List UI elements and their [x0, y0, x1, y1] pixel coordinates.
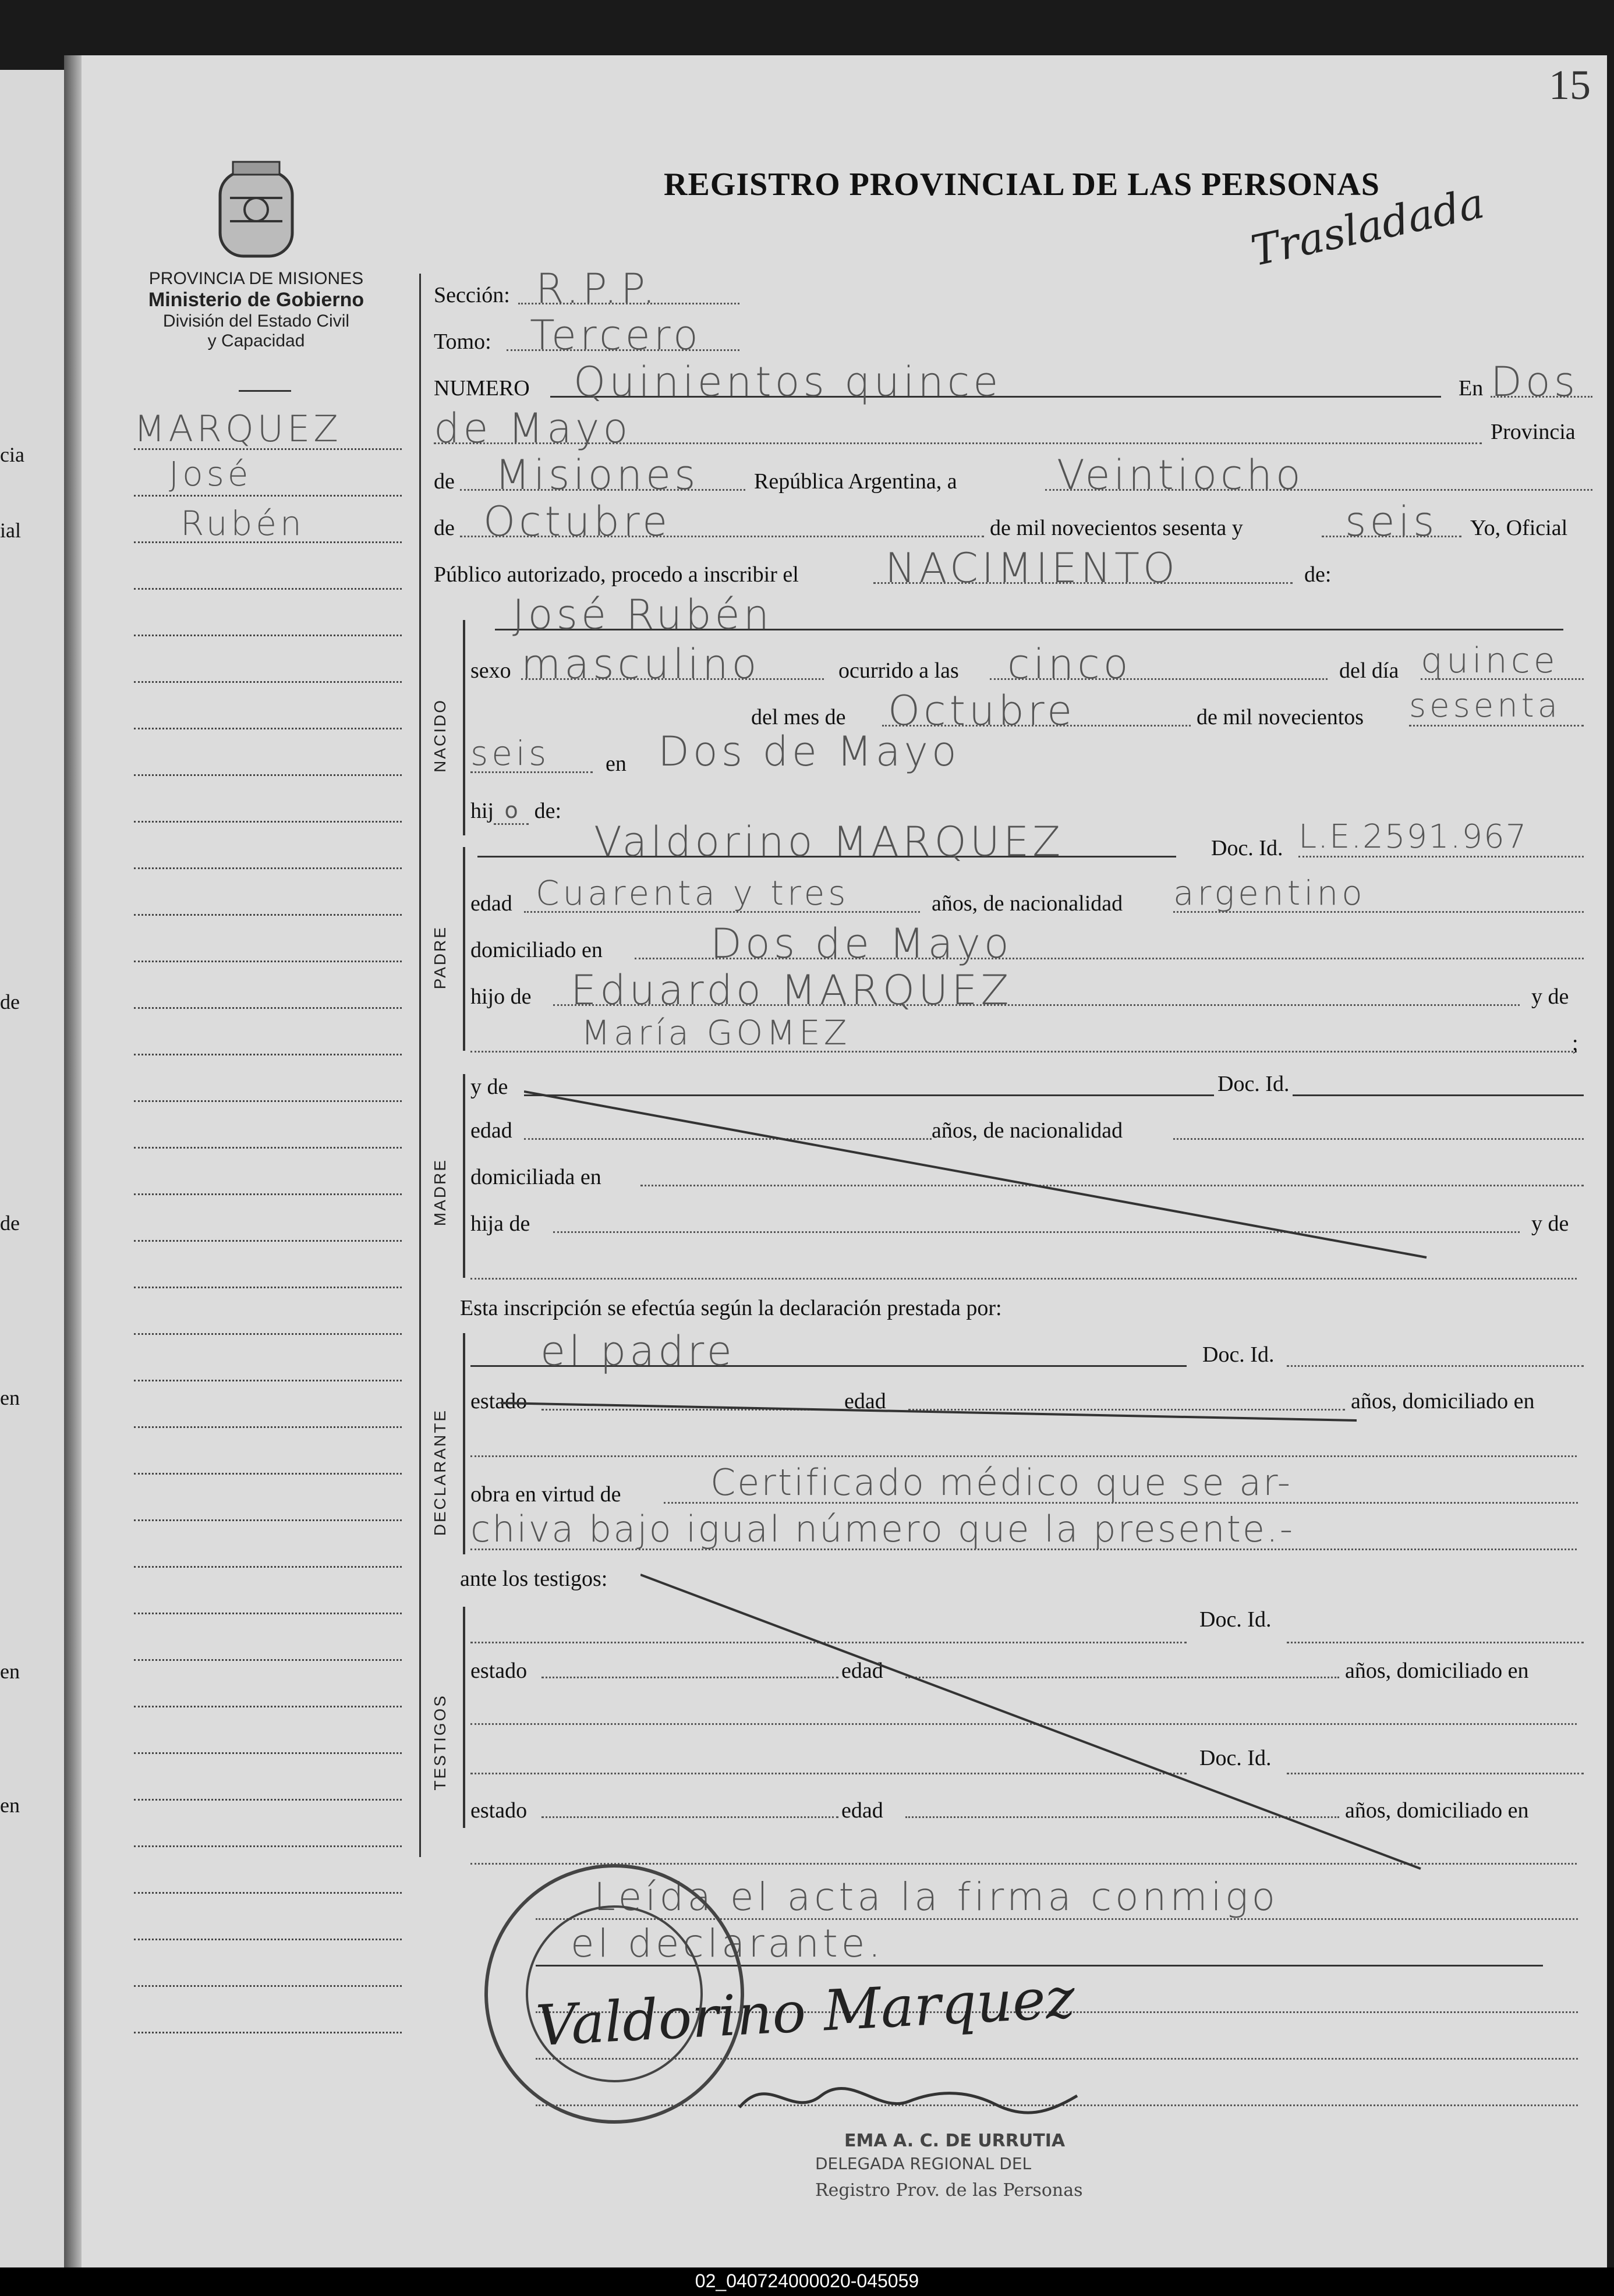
prev-page-fragment: cia: [0, 443, 24, 466]
official-signature: [734, 2061, 1083, 2131]
seccion-field: R.P.P.: [518, 265, 739, 304]
padre-semicolon: ;: [1572, 1031, 1578, 1055]
prev-page-fragment: en: [0, 1660, 20, 1683]
margin-ruled-line: [134, 1613, 402, 1614]
prev-page-fragment: de: [0, 1211, 20, 1235]
testigos-section-label: TESTIGOS: [431, 1694, 449, 1791]
testigo2-anios-label: años, domiciliado en: [1345, 1798, 1529, 1823]
testigo1-edad-label: edad: [841, 1659, 883, 1683]
province-name: PROVINCIA DE MISIONES: [148, 269, 364, 288]
en-label: En: [1459, 376, 1484, 401]
ocurrido-label: ocurrido a las: [838, 658, 959, 683]
margin-ruled-line: [134, 867, 402, 869]
margin-ruled-line: [134, 588, 402, 590]
dia-nacimiento-field: quince: [1421, 640, 1584, 680]
margin-ruled-line: [134, 1240, 402, 1242]
deldia-label: del día: [1339, 658, 1399, 683]
madre-yde-label: y de: [470, 1075, 508, 1099]
margin-rule: [419, 274, 421, 1857]
madre-bracket: [463, 1074, 465, 1278]
sexo-field: masculino: [521, 640, 824, 680]
nombre-field: José Rubén: [495, 591, 1563, 630]
closing-line-2: el declarante.: [536, 1921, 1543, 1967]
padre-section-label: PADRE: [431, 926, 449, 990]
tomo-field: Tercero: [507, 311, 739, 351]
declarante-obra-field-2: chiva bajo igual número que la presente.-: [470, 1508, 1577, 1550]
margin-ruled-line: [134, 1752, 402, 1754]
declarante-bracket: [463, 1333, 465, 1554]
madre-doc-label: Doc. Id.: [1214, 1071, 1293, 1097]
page-title: REGISTRO PROVINCIAL DE LAS PERSONAS: [664, 166, 1380, 203]
margin-ruled-line: [134, 1566, 402, 1568]
official-stamp-title: DELEGADA REGIONAL DEL: [815, 2154, 1032, 2173]
declarante-nombre-field: el padre: [470, 1327, 1187, 1367]
madre-yde2-label: y de: [1531, 1211, 1569, 1236]
registry-seal: [477, 1857, 751, 2131]
anio-nacimiento-field: sesenta: [1409, 687, 1584, 727]
publico-label: Público autorizado, procedo a inscribir el: [434, 562, 799, 587]
closing-line-1: Leída el acta la firma conmigo: [536, 1875, 1578, 1920]
margin-ruled-line: [134, 681, 402, 683]
madre-anios-label: años, de nacionalidad: [932, 1118, 1123, 1143]
prev-page-fragment: en: [0, 1794, 20, 1817]
margin-ruled-line: [134, 635, 402, 636]
prev-page-fragment: en: [0, 1386, 20, 1409]
margin-ruled-line: [134, 1007, 402, 1009]
padre-anios-label: años, de nacionalidad: [932, 891, 1123, 916]
provincia-field: Misiones: [460, 451, 745, 491]
testigo2-doc-label: Doc. Id.: [1199, 1746, 1272, 1770]
margin-second-name: Rubén: [180, 504, 305, 543]
hora-field: cinco: [990, 640, 1328, 680]
padre-hijo-label: hijo de: [470, 984, 532, 1009]
mes-field: Octubre: [460, 498, 984, 537]
margin-ruled-line: [134, 914, 402, 916]
padre-domicilio-label: domiciliado en: [470, 938, 603, 962]
padre-edad-field: Cuarenta y tres: [524, 873, 920, 913]
nacido-bracket: [463, 620, 465, 835]
padre-doc-label: Doc. Id.: [1211, 836, 1283, 860]
testigo1-anios-label: años, domiciliado en: [1345, 1659, 1529, 1683]
margin-ruled-line: [134, 1706, 402, 1707]
provincia-label: Provincia: [1491, 420, 1576, 444]
margin-ruled-line: [134, 821, 402, 823]
header-divider: [239, 390, 291, 392]
anio-nacimiento-field-2: seis: [470, 734, 593, 773]
lugar-nacimiento: Dos de Mayo: [658, 728, 960, 775]
margin-ruled-line: [134, 1473, 402, 1475]
declarante-doc-label: Doc. Id.: [1202, 1342, 1275, 1367]
testigo1-doc-label: Doc. Id.: [1199, 1607, 1272, 1632]
numero-field: Quinientos quince: [550, 358, 1441, 398]
margin-first-name: José: [169, 454, 252, 494]
previous-page-edge: [0, 70, 70, 2282]
declarante-signature: Valdorino Marquez: [534, 1965, 1077, 2059]
en-field: Dos: [1491, 358, 1592, 398]
de-colon-label: de:: [1304, 562, 1332, 587]
margin-ruled-line: [134, 1799, 402, 1801]
madre-domicilio-label: domiciliada en: [470, 1165, 601, 1189]
testigos-cancel-line: [640, 1572, 1432, 1875]
numero-label: NUMERO: [434, 376, 530, 401]
madre-cancel-line: [524, 1089, 1432, 1263]
page-number: 15: [1549, 62, 1591, 108]
prev-page-fragment: de: [0, 990, 20, 1014]
margin-ruled-line: [134, 1426, 402, 1428]
seccion-label: Sección:: [434, 283, 510, 307]
nacido-section-label: NACIDO: [431, 699, 449, 773]
dia-field: Veintiocho: [1045, 451, 1592, 491]
declarante-doc-field: [1287, 1327, 1584, 1367]
annotation-trasladada: Trasladada: [1247, 178, 1489, 276]
declarante-cancel-line: [501, 1397, 1362, 1432]
acto-field: NACIMIENTO: [873, 544, 1293, 584]
margin-ruled-line: [134, 541, 402, 543]
book-binding: [64, 55, 82, 2267]
en-nacimiento-label: en: [606, 752, 627, 776]
sexo-label: sexo: [470, 658, 511, 683]
declarante-estado-label: estado: [470, 1389, 528, 1413]
margin-ruled-line: [134, 1100, 402, 1102]
declarante-anios-label: años, domiciliado en: [1351, 1389, 1535, 1413]
padre-domicilio-field: Dos de Mayo: [635, 920, 1584, 959]
margin-ruled-line: [134, 1380, 402, 1381]
padre-bracket: [463, 847, 465, 1051]
declarante-obra-label: obra en virtud de: [470, 1482, 621, 1507]
declarante-intro: Esta inscripción se efectúa según la declaración prestada por:: [460, 1296, 1002, 1320]
ministry-name: Ministerio de Gobierno: [148, 289, 364, 311]
official-stamp-name: EMA A. C. DE URRUTIA: [844, 2131, 1066, 2151]
testigo1-estado-label: estado: [470, 1659, 528, 1683]
declarante-section-label: DECLARANTE: [431, 1409, 449, 1536]
division-name: División del Estado Civil: [162, 311, 350, 331]
hijo-label: hij o de:: [470, 798, 561, 825]
margin-ruled-line: [134, 1054, 402, 1055]
margin-surname: MARQUEZ: [134, 408, 342, 450]
padre-nombre-field: Valdorino MARQUEZ: [477, 818, 1176, 858]
margin-ruled-line: [134, 1287, 402, 1288]
madre-section-label: MADRE: [431, 1158, 449, 1227]
mil-label: de mil novecientos sesenta y: [990, 516, 1243, 540]
mil-novecientos-label: de mil novecientos: [1197, 705, 1364, 729]
prev-page-fragment: ial: [0, 519, 21, 542]
de-label: de: [434, 469, 455, 494]
margin-ruled-line: [134, 1892, 402, 1894]
margin-ruled-line: [134, 1519, 402, 1521]
testigo2-estado-label: estado: [470, 1798, 528, 1823]
anio-field: seis: [1322, 498, 1461, 537]
declarante-edad-label: edad: [844, 1389, 886, 1413]
margin-ruled-line: [134, 1845, 402, 1847]
padre-nacionalidad-field: argentino: [1173, 873, 1584, 913]
republica-label: República Argentina, a: [754, 469, 957, 494]
margin-ruled-line: [134, 1659, 402, 1661]
madre-hija-label: hija de: [470, 1211, 530, 1236]
margin-ruled-line: [134, 1147, 402, 1149]
de-label-2: de: [434, 516, 455, 540]
margin-ruled-line: [134, 1193, 402, 1195]
declarante-obra-field-1: Certificado médico que se ar-: [664, 1461, 1578, 1504]
madre-edad-label: edad: [470, 1118, 512, 1143]
division-name-2: y Capacidad: [207, 331, 305, 350]
testigos-intro: ante los testigos:: [460, 1567, 608, 1591]
margin-ruled-line: [134, 1939, 402, 1940]
margin-ruled-line: [134, 1333, 402, 1335]
margin-ruled-line: [134, 2032, 402, 2033]
image-id: 02_040724000020-045059: [695, 2270, 919, 2291]
official-stamp-office: Registro Prov. de las Personas: [815, 2180, 1083, 2201]
margin-ruled-line: [134, 495, 402, 497]
testigos-bracket: [463, 1607, 465, 1828]
margin-ruled-line: [134, 728, 402, 729]
mes-label: del mes de: [751, 705, 846, 729]
tomo-label: Tomo:: [434, 329, 491, 354]
padre-edad-label: edad: [470, 891, 512, 916]
margin-ruled-line: [134, 774, 402, 776]
oficial-label: Yo, Oficial: [1470, 516, 1568, 540]
padre-madre-field: María GOMEZ: [470, 1013, 1577, 1053]
margin-ruled-line: [134, 448, 402, 450]
margin-ruled-line: [134, 961, 402, 962]
padre-yde-label: y de: [1531, 984, 1569, 1009]
padre-padre-field: Eduardo MARQUEZ: [553, 966, 1520, 1006]
testigo2-edad-label: edad: [841, 1798, 883, 1823]
province-coat-of-arms: [215, 157, 297, 262]
margin-ruled-line: [134, 1985, 402, 1987]
padre-doc-field: L.E.2591.967: [1298, 818, 1584, 858]
mes-nacimiento-field: Octubre: [882, 687, 1191, 727]
lugar-field: de Mayo: [434, 405, 1482, 444]
